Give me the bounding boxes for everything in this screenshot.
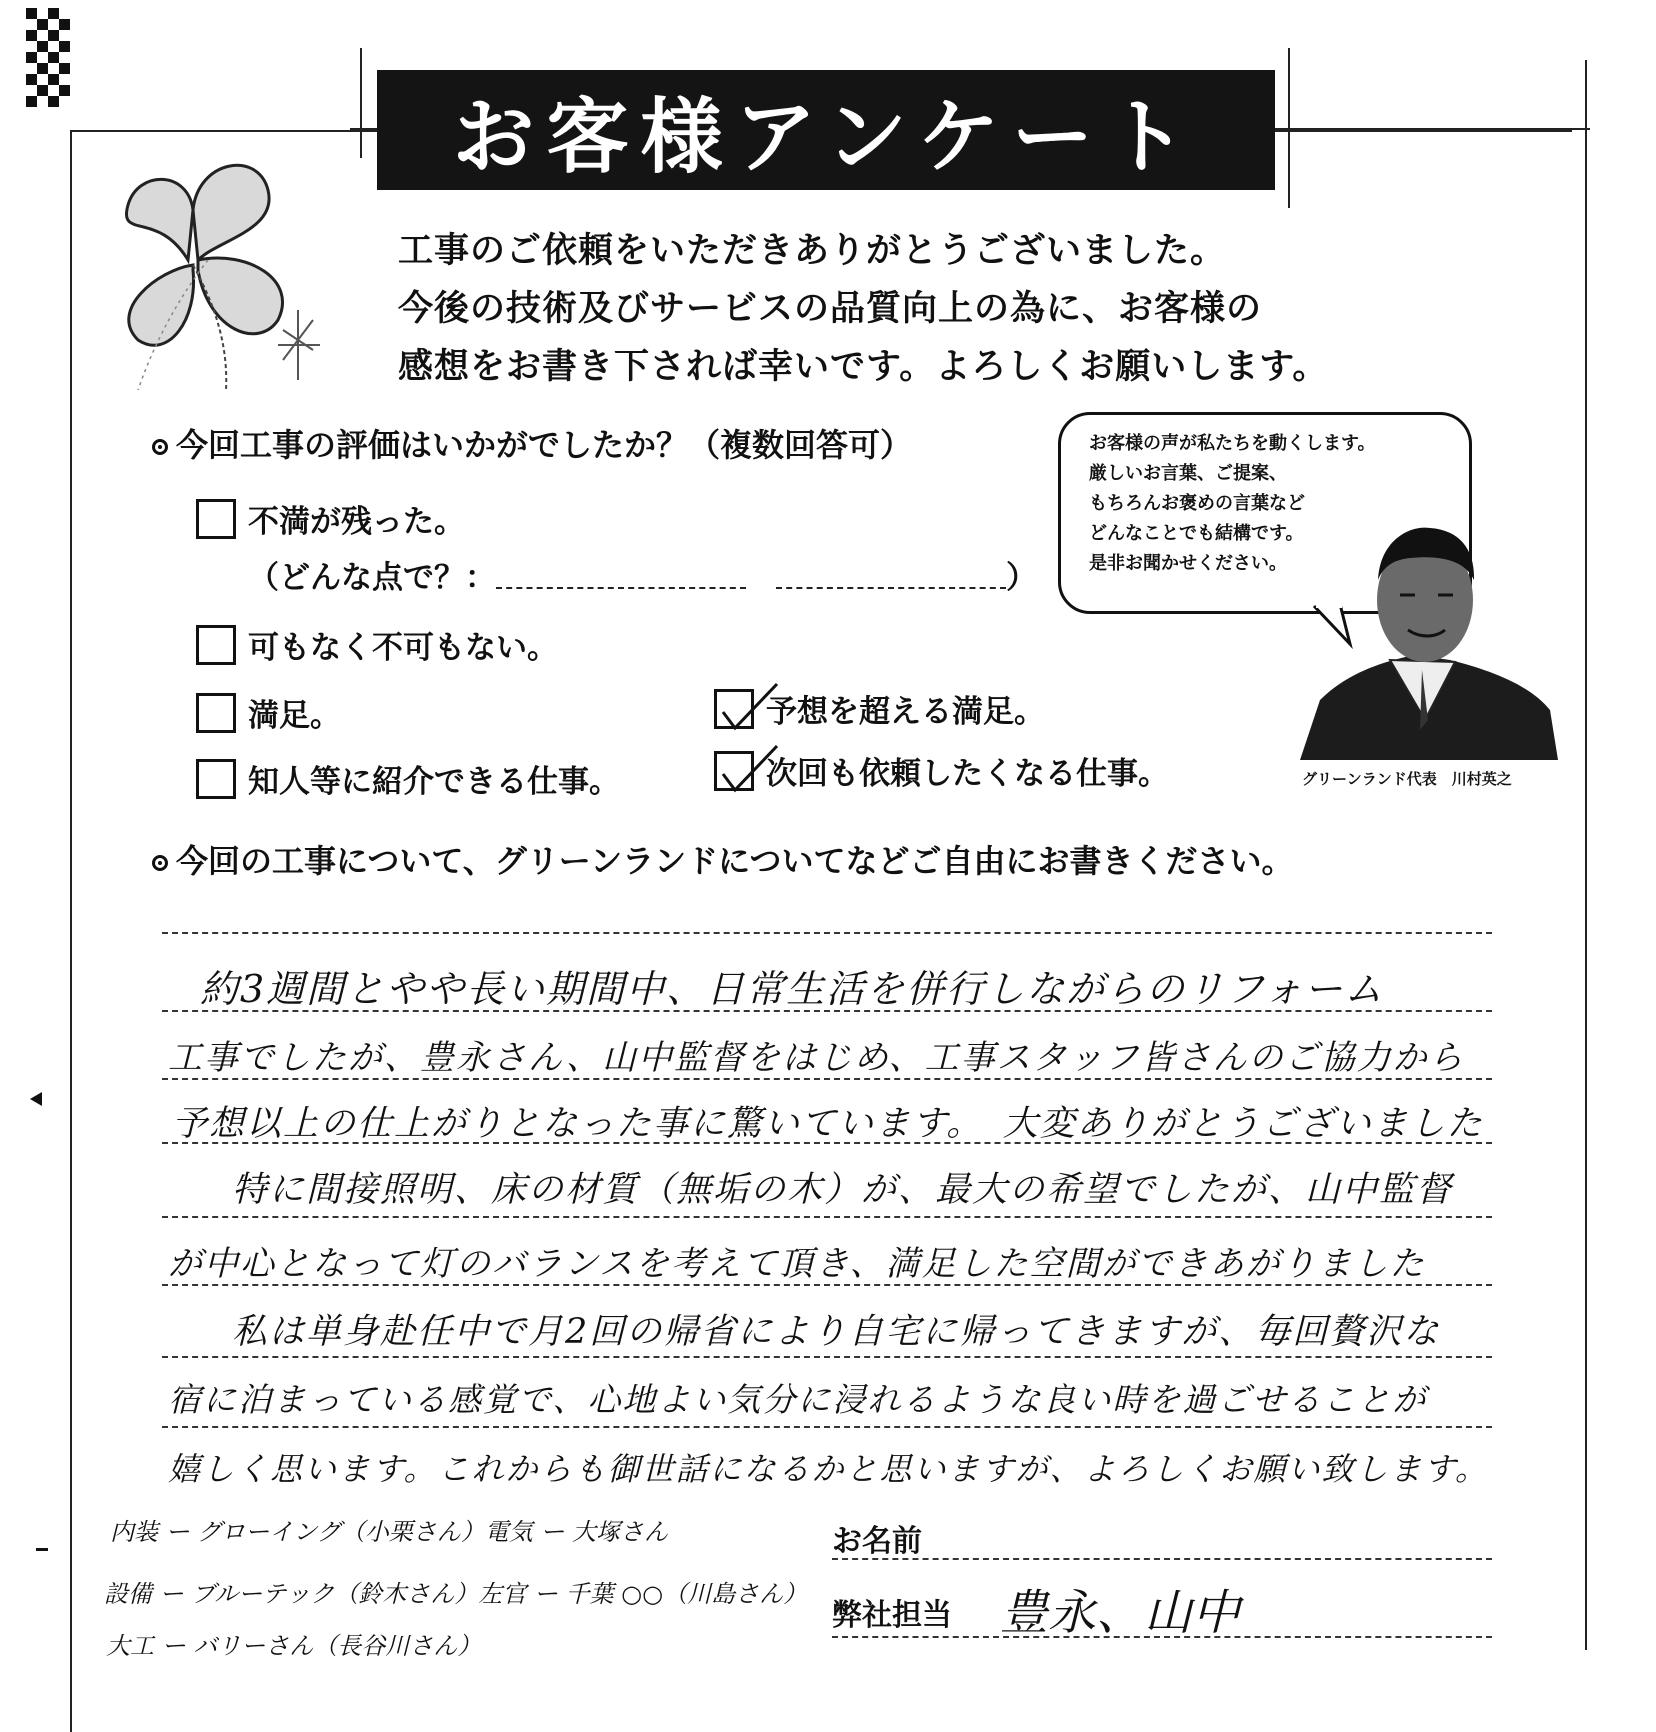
bullet-icon <box>152 439 168 455</box>
ruled-line <box>162 1356 1492 1358</box>
checkbox-checked[interactable] <box>714 751 754 791</box>
name-input-line[interactable] <box>832 1558 1492 1560</box>
contractor-note: 設備 ー ブルーテック（鈴木さん）左官 ー 千葉 ○○（川島さん） <box>104 1580 808 1608</box>
handwritten-comment-line: 私は単身赴任中で月2回の帰省により自宅に帰ってきますが、毎回贅沢な <box>232 1312 1441 1352</box>
detail-input-line[interactable] <box>776 583 1006 589</box>
intro-line: 工事のご依頼をいただきありがとうございました。 <box>398 231 1227 271</box>
checkmark-icon <box>715 678 785 738</box>
checkbox[interactable] <box>196 759 236 799</box>
representative-caption: グリーンランド代表 川村英之 <box>1302 770 1512 788</box>
handwritten-comment-line: 約3週間とやや長い期間中、日常生活を併行しながらのリフォーム <box>200 967 1385 1011</box>
handwritten-comment-line: が中心となって灯のバランスを考えて頂き、満足した空間ができあがりました <box>168 1244 1426 1284</box>
checkbox[interactable] <box>196 693 236 733</box>
checkbox-checked[interactable] <box>714 689 754 729</box>
handwritten-comment-line: 工事でしたが、豊永さん、山中監督をはじめ、工事スタッフ皆さんのご協力から <box>168 1038 1465 1078</box>
representative-portrait <box>1290 520 1560 760</box>
question2-title: 今回の工事について、グリーンランドについてなどご自由にお書きください。 <box>152 836 1293 882</box>
ruled-line <box>162 1426 1492 1428</box>
detail-input-line[interactable] <box>496 583 746 589</box>
detail-prompt: （どんな点で？： ） <box>248 560 1037 596</box>
option-recommendable[interactable]: 知人等に紹介できる仕事。 <box>196 756 620 801</box>
intro-line: 今後の技術及びサービスの品質向上の為に、お客様の <box>398 289 1263 329</box>
intro-line: 感想をお書き下されば幸いです。よろしくお願いします。 <box>398 347 1329 387</box>
option-request-again[interactable]: 次回も依頼したくなる仕事。 <box>714 748 1169 793</box>
handwritten-comment-line: 予想以上の仕上がりとなった事に驚いています。 大変ありがとうございました <box>172 1104 1484 1144</box>
contractor-note: 大工 ー バリーさん（長谷川さん） <box>106 1632 482 1660</box>
speech-bubble-text: お客様の声が私たちを動くします。 厳しいお言葉、ご提案、 もちろんお褒めの言葉など どんなことでも結構です。 是非お聞かせください。 <box>1089 433 1376 574</box>
crop-mark <box>360 48 362 158</box>
handwritten-comment-line: 特に間接照明、床の材質（無垢の木）が、最大の希望でしたが、山中監督 <box>232 1170 1454 1210</box>
option-dissatisfied[interactable]: 不満が残った。 <box>196 496 465 541</box>
question1-title: 今回工事の評価はいかがでしたか？（複数回答可） <box>152 420 912 466</box>
ruled-line <box>162 1216 1492 1218</box>
staff-input-line[interactable] <box>832 1636 1492 1638</box>
contractor-note: 内装 ー グローイング（小栗さん）電気 ー 大塚さん <box>110 1518 669 1546</box>
page-frame-right <box>1585 60 1587 1650</box>
arrow-left-icon <box>30 1092 42 1106</box>
staff-label: 弊社担当 <box>832 1598 952 1633</box>
bullet-icon <box>152 855 168 871</box>
corner-checker-mark <box>26 8 70 112</box>
option-neutral[interactable]: 可もなく不可もない。 <box>196 622 558 667</box>
option-satisfied[interactable]: 満足。 <box>196 690 341 735</box>
option-exceeded-expectations[interactable]: 予想を超える満足。 <box>714 686 1045 731</box>
staff-name: 豊永、山中 <box>1000 1585 1241 1641</box>
checkbox[interactable] <box>196 499 236 539</box>
checkmark-icon <box>715 740 785 800</box>
name-label: お名前 <box>832 1524 922 1559</box>
clover-icon <box>98 150 358 390</box>
intro-text <box>398 222 1328 396</box>
page-title: お客様アンケート <box>377 70 1275 190</box>
checkbox[interactable] <box>196 625 236 665</box>
handwritten-comment-line: 宿に泊まっている感覚で、心地よい気分に浸れるような良い時を過ごせることが <box>168 1380 1428 1419</box>
margin-dash-mark <box>36 1548 48 1551</box>
ruled-line <box>162 932 1492 934</box>
handwritten-comment-line: 嬉しく思います。これからも御世話になるかと思いますが、よろしくお願い致します。 <box>168 1450 1489 1488</box>
